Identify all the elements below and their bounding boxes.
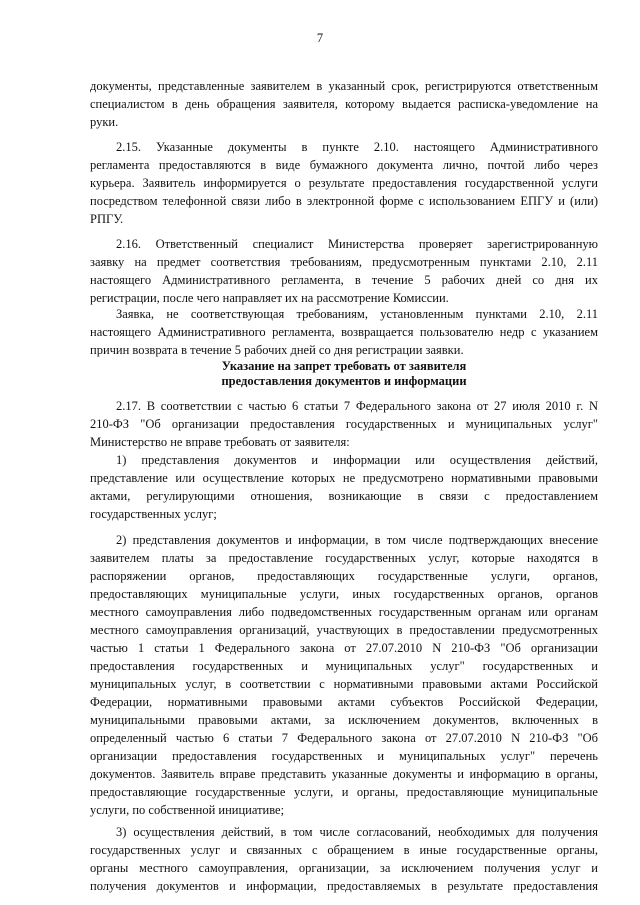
text-line: 2) представления документов и информации, в том числе подтверждающих внесение (116, 533, 598, 547)
text-line: 2.17. В соответствии с частью 6 статьи 7 Федерального закона от 27 июля 2010 г. N (116, 399, 598, 413)
text-line: заявку на предмет соответствия требованиям, предусмотренным пунктами 2.10, 2.11 (90, 255, 598, 269)
text-line: заявителем платы за предоставление государственных услуг, которые находятся в (90, 551, 598, 565)
text-line: определенный частью 6 статьи 7 Федерального закона от 27.07.2010 N 210-ФЗ "Об (90, 731, 598, 745)
text-line: 2.15. Указанные документы в пункте 2.10. настоящего Административного (116, 140, 598, 154)
text-line: документы, представленные заявителем в указанный срок, регистрируются ответственным (90, 79, 598, 93)
text-line: Заявка, не соответствующая требованиям, установленным пунктами 2.10, 2.11 (116, 307, 598, 321)
section-heading: предоставления документов и информации (221, 374, 467, 388)
text-line: предоставляющих муниципальные услуги, иных государственных органов, органов (90, 587, 598, 601)
text-line: актами, регулирующими отношения, возникающие в связи с предоставлением (90, 489, 598, 503)
text-line: распоряжении органов, предоставляющих государственные услуги, органов, (90, 569, 598, 583)
text-line: настоящего Административного регламента, возвращается пользователю недр с указанием (90, 325, 598, 339)
text-line: предоставления государственных и муниципальных услуг" государственных и (90, 659, 598, 673)
text-line: регламента предоставляются в виде бумажного документа лично, почтой либо через (90, 158, 598, 172)
text-line: Министерство не вправе требовать от заявителя: (90, 435, 350, 449)
section-heading: Указание на запрет требовать от заявителя (221, 359, 467, 373)
text-line: документов. Заявитель вправе представить указанные документы и информацию в органы, (90, 767, 598, 781)
text-line: организации предоставления государственных и муниципальных услуг" перечень (90, 749, 598, 763)
text-line: руки. (90, 115, 119, 129)
text-line: РПГУ. (90, 212, 124, 226)
page-number: 7 (316, 31, 324, 45)
text-line: Федерации, нормативными правовыми актами субъектов Российской Федерации, (90, 695, 598, 709)
text-line: местного самоуправления либо подведомственных государственным органам или органам (90, 605, 598, 619)
text-line: предоставляющие государственные услуги, и органы, предоставляющие муниципальные (90, 785, 598, 799)
text-line: 2.16. Ответственный специалист Министерства проверяет зарегистрированную (116, 237, 598, 251)
text-line: муниципальными правовыми актами, за исключением документов, включенных в (90, 713, 598, 727)
text-line: 1) представления документов и информации или осуществления действий, (116, 453, 598, 467)
text-line: государственных услуг; (90, 507, 217, 521)
text-line: частью 1 статьи 1 Федерального закона от 27.07.2010 N 210-ФЗ "Об организации (90, 641, 598, 655)
text-line: регистрации, после чего направляет их на рассмотрение Комиссии. (90, 291, 449, 305)
text-line: причин возврата в течение 5 рабочих дней со дня регистрации заявки. (90, 343, 464, 357)
text-line: услуги, по собственной инициативе; (90, 803, 285, 817)
text-line: 210-ФЗ "Об организации предоставления государственных и муниципальных услуг" (90, 417, 598, 431)
text-line: посредством телефонной связи либо в электронной форме с использованием ЕПГУ и (или) (90, 194, 598, 208)
text-line: настоящего Административного регламента, в течение 5 рабочих дней со дня их (90, 273, 598, 287)
text-line: муниципальных услуг, в соответствии с нормативными правовыми актами Российской (90, 677, 598, 691)
text-line: местного самоуправления организаций, участвующих в предоставлении предусмотренных (90, 623, 598, 637)
text-line: представление или осуществление которых не предусмотрено нормативными правовыми (90, 471, 598, 485)
text-line: органы местного самоуправления, организации, за исключением получения услуг и (90, 861, 598, 875)
text-line: курьера. Заявитель информируется о результате предоставления государственной услуги (90, 176, 598, 190)
text-line: 3) осуществления действий, в том числе согласований, необходимых для получения (116, 825, 598, 839)
text-line: государственных услуг и связанных с обращением в иные государственные органы, (90, 843, 598, 857)
text-line: специалистом в день обращения заявителя, которому выдается расписка-уведомление на (90, 97, 598, 111)
text-line: получения документов и информации, предоставляемых в результате предоставления (90, 879, 598, 893)
